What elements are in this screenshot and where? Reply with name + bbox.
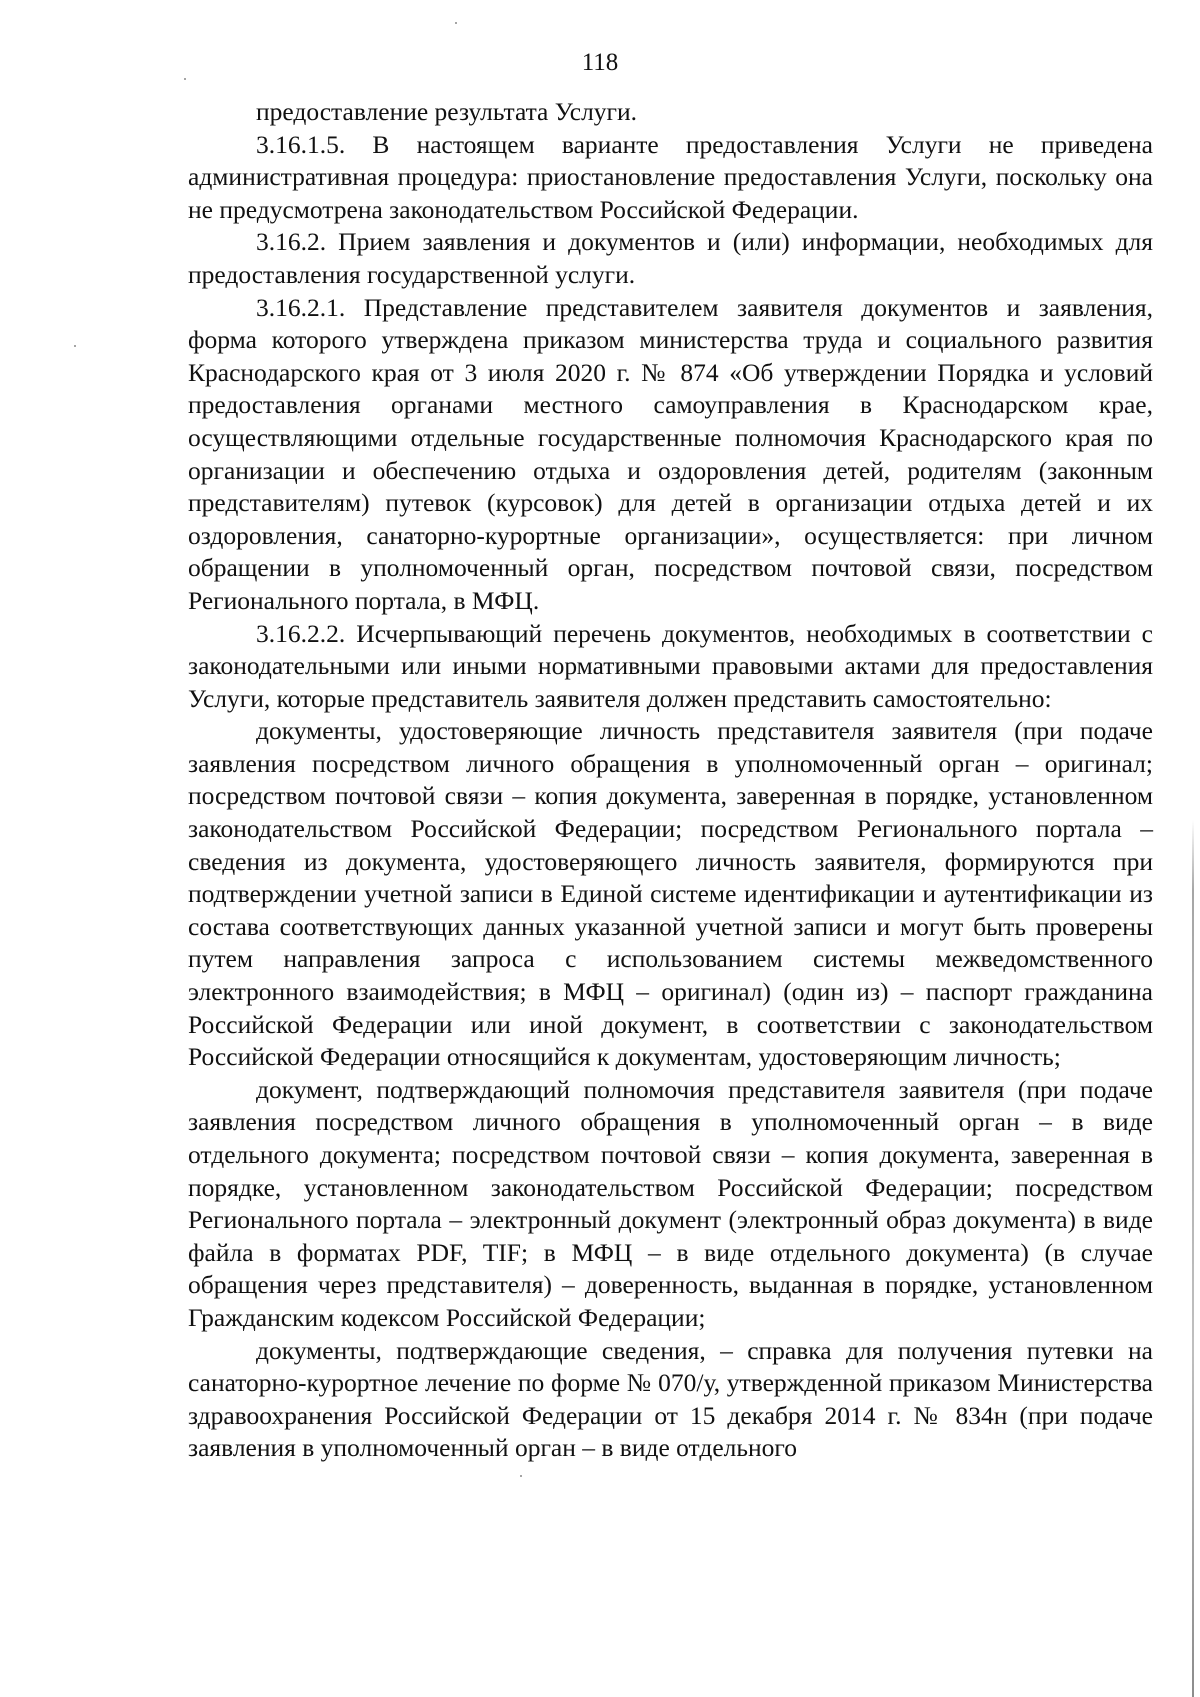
scan-edge-artifact <box>1192 820 1194 1697</box>
paragraph-3-16-2-1: 3.16.2.1. Представление представителем заявителя документов и заявления, форма которого утверждена приказом министерства труда и социального развития Краснодарского края от 3 июля 2020 г. № 874 «Об утверждении Порядка и условий предоставления органами местного самоуправления в Краснодарском крае, осуществляющими отдельные государственные полномочия Краснодарского края по организации и обеспечению отдыха и оздоровления детей, родителям (законным представителям) путевок (курсовок) для детей в организации отдыха детей и их оздоровления, санаторно-курортные организации», осуществляется: при личном обращении в уполномоченный орган, посредством почтовой связи, посредством Регионального портала, в МФЦ. <box>188 292 1153 615</box>
paragraph-3-16-1-5: 3.16.1.5. В настоящем варианте предоставления Услуги не приведена административная процедура: приостановление предоставления Услуги, поскольку она не предусмотрена законодательством Российской Федерации. <box>188 129 1153 224</box>
paragraph-supporting-documents: документы, подтверждающие сведения, – справка для получения путевки на санаторно-курортное лечение по форме № 070/у, утвержденной приказом Министерства здравоохранения Российской Федерации от 15 декабря 2014 г. № 834н (при подаче заявления в уполномоченный орган – в виде отдельного <box>188 1335 1153 1463</box>
page-number: 118 <box>581 49 619 76</box>
paragraph-authority-document: документ, подтверждающий полномочия представителя заявителя (при подаче заявления посредством личного обращения в уполномоченный орган – в виде отдельного документа; посредством почтовой связи – копия документа, заверенная в порядке, установленном законодательством Российской Федерации; посредством Регионального портала – электронный документ (электронный образ документа) в виде файла в форматах PDF, TIF; в МФЦ – в виде отдельного документа) (в случае обращения через представителя) – доверенность, выданная в порядке, установленном Гражданским кодексом Российской Федерации; <box>188 1074 1153 1332</box>
scan-speck <box>74 345 76 347</box>
paragraph-3-16-2-2: 3.16.2.2. Исчерпывающий перечень документов, необходимых в соответствии с законодательными или иными нормативными правовыми актами для предоставления Услуги, которые представитель заявителя должен представить самостоятельно: <box>188 618 1153 713</box>
paragraph-3-16-2: 3.16.2. Прием заявления и документов и (или) информации, необходимых для предоставления государственной услуги. <box>188 227 1153 289</box>
document-body <box>188 96 1153 1465</box>
scan-speck <box>455 22 457 24</box>
paragraph-identity-documents: документы, удостоверяющие личность представителя заявителя (при подаче заявления посредством личного обращения в уполномоченный орган – оригинал; посредством почтовой связи – копия документа, заверенная в порядке, установленном законодательством Российской Федерации; посредством Регионального портала – сведения из документа, удостоверяющего личность заявителя, формируются при подтверждении учетной записи в Единой системе идентификации и аутентификации из состава соответствующих данных указанной учетной записи и могут быть проверены путем направления запроса с использованием системы межведомственного электронного взаимодействия; в МФЦ – оригинал) (один из) – паспорт гражданина Российской Федерации или иной документ, в соответствии с законодательством Российской Федерации относящийся к документам, удостоверяющим личность; <box>188 716 1153 1072</box>
scan-speck <box>520 1475 522 1477</box>
paragraph-continuation: предоставление результата Услуги. <box>256 97 638 126</box>
scan-speck <box>184 78 186 80</box>
